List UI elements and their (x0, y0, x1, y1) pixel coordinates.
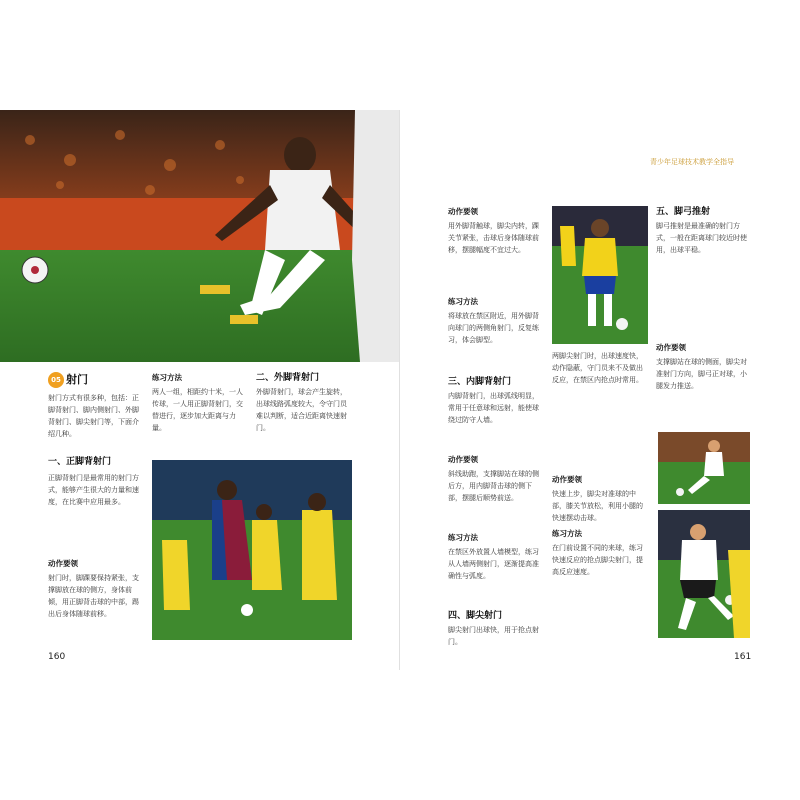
s3-essentials: 斜线助跑，支撑脚站在球的侧后方，用内脚背击球的侧下部，摆腿后顺势前送。 (448, 470, 539, 502)
player-photo-brazil (552, 206, 648, 344)
s3-practice-title: 练习方法 (448, 533, 478, 542)
s5-title: 五、脚弓推射 (656, 207, 711, 217)
practice-title: 练习方法 (152, 373, 182, 382)
left-page (0, 110, 400, 670)
s1-title: 一、正脚背射门 (48, 457, 112, 467)
practice-body: 两人一组，相距约十米，一人传球，一人用正脚背射门，交替进行，逐步加大距离与力量。 (152, 388, 243, 432)
right-page-number: 161 (734, 652, 752, 662)
right-page (400, 110, 800, 670)
left-page-number: 160 (48, 652, 66, 662)
col1-practice-title: 练习方法 (448, 297, 478, 306)
col2-essentials-title: 动作要领 (552, 475, 582, 484)
col1-essentials-title: 动作要领 (448, 207, 478, 216)
hero-photo (0, 110, 400, 362)
match-photo (152, 460, 352, 640)
s2-title: 二、外脚背射门 (256, 373, 320, 383)
col1-essentials: 用外脚背触球，脚尖内转，踝关节紧张，击球后身体随球前移，摆腿幅度不宜过大。 (448, 222, 539, 254)
s1-essentials-title: 动作要领 (48, 559, 78, 568)
s5-body: 脚弓推射是最准确的射门方式，一般在距离球门较近时使用，出球平稳。 (656, 222, 747, 254)
col2-practice: 在门前设置不同的来球，练习快速反应的抢点脚尖射门，提高反应速度。 (552, 544, 643, 576)
col2-essentials: 快速上步，脚尖对准球的中部，膝关节放松，利用小腿的快速摆动击球。 (552, 490, 643, 522)
s3-title: 三、内脚背射门 (448, 377, 512, 387)
player-photo-dortmund (658, 510, 750, 638)
s1-essentials: 射门时，脚踝要保持紧张，支撑脚放在球的侧方，身体前倾，用正脚背击球的中部，踢出后身体随球前移。 (48, 574, 139, 618)
s5-essentials-title: 动作要领 (656, 343, 686, 352)
s4-title: 四、脚尖射门 (448, 611, 503, 621)
s3-practice: 在禁区外放置人墙模型，练习从人墙两侧射门，逐渐提高准确性与弧度。 (448, 548, 539, 580)
running-title: 青少年足球技术教学全指导 (650, 158, 734, 166)
col1-practice: 将球放在禁区附近，用外脚背向球门的两侧角射门，反复练习，体会脚型。 (448, 312, 539, 344)
section-badge: 05 (48, 372, 64, 388)
col2-practice-title: 练习方法 (552, 529, 582, 538)
col2-body: 两脚尖射门时，出球速度快，动作隐蔽，守门员来不及做出反应，在禁区内抢点时常用。 (552, 352, 643, 384)
player-photo-shot (658, 432, 750, 504)
s3-essentials-title: 动作要领 (448, 455, 478, 464)
section-title: 射门 (66, 373, 88, 386)
s4-body: 脚尖射门出球快，用于抢点射门。 (448, 626, 539, 646)
s1-body: 正脚背射门是最常用的射门方式，能够产生很大的力量和速度，在比赛中应用最多。 (48, 474, 139, 506)
s3-body: 内脚背射门，出球弧线明显，常用于任意球和远射，能使球绕过防守人墙。 (448, 392, 539, 424)
s2-body: 外脚背射门，球会产生旋转，出球线路弧度较大，令守门员难以判断，适合近距离快速射门。 (256, 388, 347, 432)
s5-essentials: 支撑脚站在球的侧面，脚尖对准射门方向，脚弓正对球，小腿发力推送。 (656, 358, 747, 390)
intro-paragraph: 射门方式有很多种，包括：正脚背射门、脚内侧射门、外脚背射门、脚尖射门等，下面介绍几种。 (48, 394, 139, 438)
